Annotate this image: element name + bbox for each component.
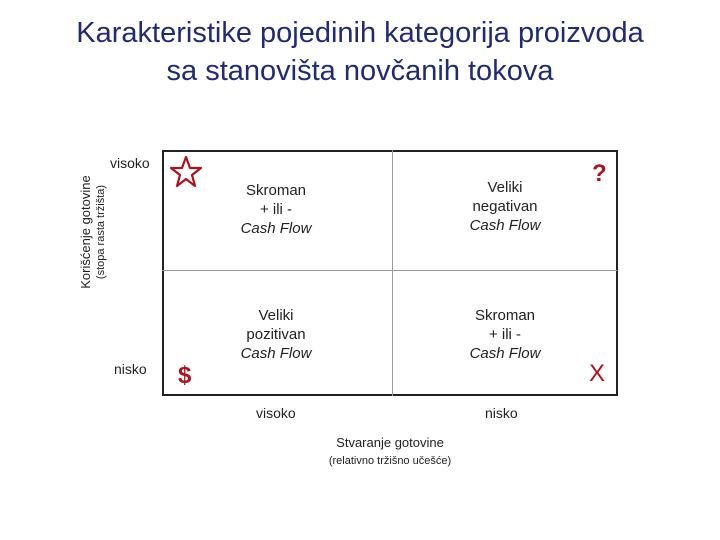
matrix-vertical-divider [392,150,393,396]
quadrant-bottom-left [176,306,376,363]
y-axis-subtitle: (stopa rasta tržišta) [95,184,107,280]
matrix-horizontal-divider [162,270,618,271]
x-symbol: X [589,360,606,387]
quadrant-text-line: + ili - [488,326,522,343]
title-line-2: sa stanovišta novčanih tokova [166,55,554,87]
quadrant-text-line: Veliki [487,179,523,196]
y-axis-low-label: nisko [114,361,147,377]
quadrant-text-line: Veliki [258,307,294,324]
x-axis-subtitle: (relativno tržišno učešće) [328,455,452,467]
quadrant-text-line: + ili - [259,201,293,218]
question-mark-symbol: ? [592,160,607,187]
quadrant-top-right [405,178,605,235]
y-axis-title: Korišćenje gotovine [78,175,93,289]
quadrant-text-line: Cash Flow [469,345,541,362]
x-axis-title: Stvaranje gotovine [336,435,444,450]
quadrant-bottom-right [405,306,605,363]
y-axis-label [78,142,112,322]
dollar-symbol: $ [178,362,192,389]
quadrant-text-line: Skroman [474,307,536,324]
quadrant-text-line: Cash Flow [469,217,541,234]
quadrant-text-line: Skroman [245,182,307,199]
quadrant-top-left [176,181,376,238]
quadrant-text-line: pozitivan [246,326,306,343]
y-axis-high-label: visoko [110,155,150,171]
x-axis-label [290,434,490,470]
x-axis-high-label: visoko [256,405,296,421]
quadrant-text-line: Cash Flow [240,220,312,237]
x-axis-low-label: nisko [485,405,518,421]
title-line-1: Karakteristike pojedinih kategorija proizvoda [76,17,644,49]
quadrant-text-line: negativan [472,198,538,215]
quadrant-text-line: Cash Flow [240,345,312,362]
page-title [0,14,720,90]
